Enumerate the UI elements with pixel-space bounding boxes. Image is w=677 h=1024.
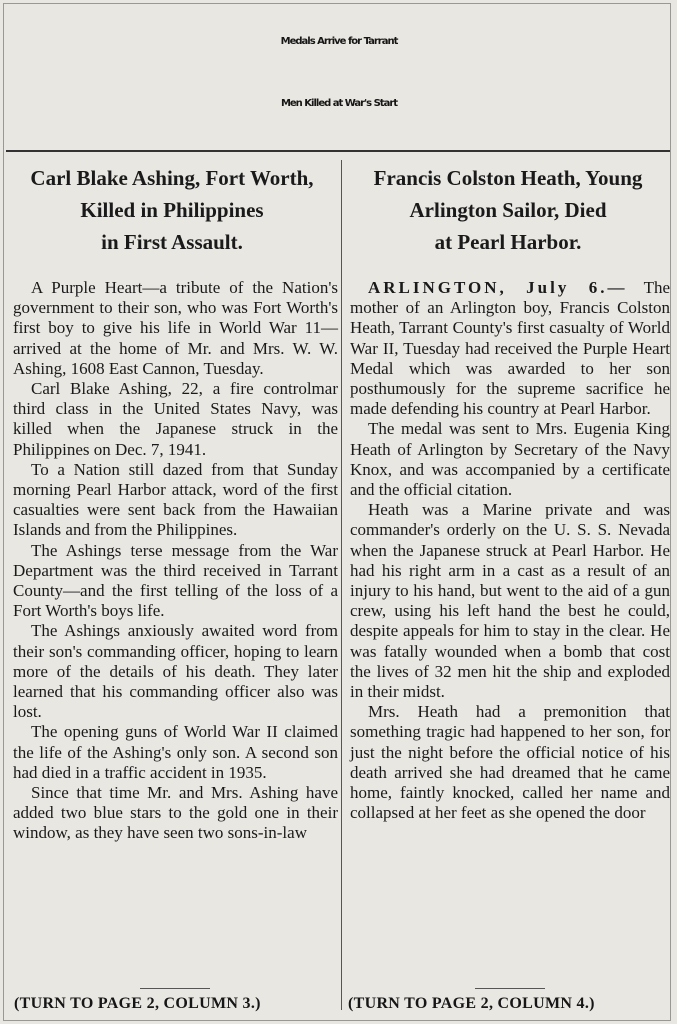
right-continuation-line: (TURN TO PAGE 2, COLUMN 4.) [348,995,595,1012]
right-deck-line-3: at Pearl Harbor. [434,230,582,254]
left-paragraph: The opening guns of World War II claimed the life of the Ashing's only son. A second son had died in a traffic accident in 1935. [13,722,338,782]
column-divider [341,160,342,1010]
left-jump-rule [140,988,210,989]
right-deck-line-2: Arlington Sailor, Died [409,198,607,222]
dateline: ARLINGTON, July 6.— [368,278,628,297]
left-deck-line-2: Killed in Philippines [80,198,264,222]
right-paragraph: Mrs. Heath had a premonition that something tragic had happened to her son, for just the night before the official notice of his death arrived she had dreamed that he came home, faintly knocked, called her name and collapsed at her feet as she opened the door [350,702,670,823]
headline-line-1: Medals Arrive for Tarrant [280,36,398,47]
left-continuation-line: (TURN TO PAGE 2, COLUMN 3.) [14,995,261,1012]
headline-line-2: Men Killed at War's Start [280,98,398,109]
left-paragraph: Carl Blake Ashing, 22, a fire controlmar third class in the United States Navy, was killed when the Japanese struck in the Philippines on Dec. 7, 1941. [13,379,338,459]
headline-rule [6,150,670,152]
left-article-body [13,278,338,844]
left-paragraph: The Ashings anxiously awaited word from their son's commanding officer, hoping to learn more of the details of his death. They later learned that his commanding officer also was lost. [13,621,338,722]
right-paragraph: Heath was a Marine private and was commander's orderly on the U. S. S. Nevada when the Japanese struck at Pearl Harbor. He had his right arm in a cast as a result of an injury to his hand, but went to the aid of a gun crew, using his left hand the best he could, despite appeals for him to stay in the clear. He was fatally wounded when a bomb that cost the lives of 32 men hit the ship and exploded in their midst. [350,500,670,702]
left-paragraph: To a Nation still dazed from that Sunday morning Pearl Harbor attack, word of the first casualties were sent back from the Hawaiian Islands and from the Philippines. [13,459,338,540]
left-paragraph: Since that time Mr. and Mrs. Ashing have added two blue stars to the gold one in their window, as they have seen two sons-in-law [13,783,338,843]
left-paragraph: A Purple Heart—a tribute of the Nation's government to their son, who was Fort Worth's first boy to give his life in World War 11—arrived at the home of Mr. and Mrs. W. W. Ashing, 1608 East Cannon, Tuesday. [13,278,338,378]
right-paragraph [350,278,670,419]
right-paragraph: The medal was sent to Mrs. Eugenia King Heath of Arlington by Secretary of the Navy Knox, and was accompanied by a certificate and the official citation. [350,419,670,500]
left-deck-line-3: in First Assault. [101,230,243,254]
right-deck-line-1: Francis Colston Heath, Young [373,166,643,190]
right-paragraph-text: The mother of an Arlington boy, Francis Colston Heath, Tarrant County's first casualty of World War II, Tuesday had received the Purple Heart Medal which was awarded to her son posthumously for the supreme sacrifice he made defending his country at Pearl Harbor. [350,278,670,419]
left-subheadline [6,162,338,258]
right-article-body [350,278,670,823]
right-subheadline [344,162,672,258]
right-jump-rule [475,988,545,989]
left-paragraph: The Ashings terse message from the War Department was the third received in Tarrant County—and the first telling of the loss of a Fort Worth's boys life. [13,540,338,621]
left-deck-line-1: Carl Blake Ashing, Fort Worth, [30,166,314,190]
